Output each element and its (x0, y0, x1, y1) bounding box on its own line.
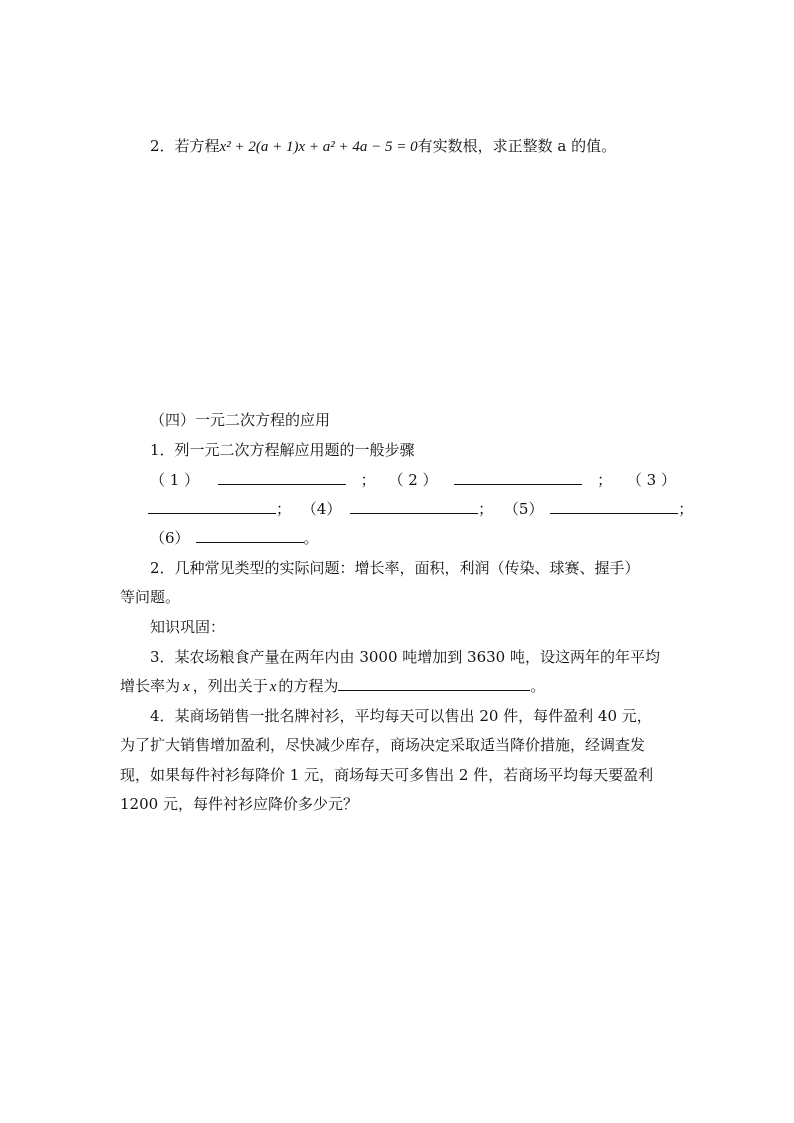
steps-row-3 (150, 528, 319, 548)
step-5-label: （5） (503, 500, 544, 518)
step-1-blank (218, 470, 346, 485)
step-2-sep: ； (597, 471, 613, 489)
step-2-blank (454, 470, 582, 485)
steps-intro: 1．列一元二次方程解应用题的一般步骤 (150, 441, 415, 459)
variable-x: x (183, 679, 190, 695)
problem-4-line-1: 4．某商场销售一批名牌衬衫，平均每天可以售出 20 件，每件盈利 40 元， (150, 707, 652, 725)
variable-x: x (269, 679, 277, 695)
step-2-label: （ 2 ） (388, 471, 438, 489)
step-1-label: （ 1 ） (150, 471, 200, 489)
question-2-suffix: 有实数根，求正整数 a 的值。 (417, 137, 617, 155)
step-5-blank (550, 499, 678, 514)
problem-3-text-b: ，列出关于 (192, 677, 268, 695)
step-4-blank (350, 499, 478, 514)
problem-4-line-4: 1200 元，每件衬衫应降价多少元？ (120, 795, 358, 813)
types-line-1: 2．几种常见类型的实际问题：增长率，面积，利润（传染、球赛、握手） (150, 559, 640, 577)
step-4-label: （4） (301, 500, 342, 518)
types-line-2: 等问题。 (120, 588, 181, 606)
steps-row-2 (148, 499, 693, 519)
equation-blank (338, 676, 530, 691)
problem-3-line-2 (120, 676, 545, 697)
section-title: （四）一元二次方程的应用 (150, 411, 331, 429)
steps-end: 。 (303, 529, 319, 547)
problem-4-line-3: 现，如果每件衬衫每降价 1 元，商场每天可多售出 2 件，若商场平均每天要盈利 (120, 766, 654, 784)
problem-4-line-2: 为了扩大销售增加盈利，尽快减少库存，商场决定采取适当降价措施，经调查发 (120, 736, 646, 754)
step-3-blank (148, 499, 276, 514)
consolidate-heading: 知识巩固： (150, 618, 226, 636)
question-2-prefix: 2．若方程 (150, 137, 220, 155)
steps-row-1 (150, 470, 676, 490)
step-3-sep: ； (276, 500, 292, 518)
problem-3-text-a: 增长率为 (120, 677, 181, 695)
problem-3-line-1: 3．某农场粮食产量在两年内由 3000 吨增加到 3630 吨，设这两年的年平均 (150, 648, 660, 666)
step-1-sep: ； (360, 471, 376, 489)
step-3-label: （ 3 ） (626, 471, 676, 489)
step-5-sep: ； (678, 500, 694, 518)
step-4-sep: ； (478, 500, 494, 518)
equation: x² + 2(a + 1)x + a² + 4a − 5 = 0 (219, 139, 418, 155)
step-6-label: （6） (150, 529, 190, 547)
question-2 (150, 136, 616, 157)
problem-3-end: 。 (530, 677, 546, 695)
problem-3-text-c: 的方程为 (278, 677, 339, 695)
step-6-blank (196, 528, 304, 543)
